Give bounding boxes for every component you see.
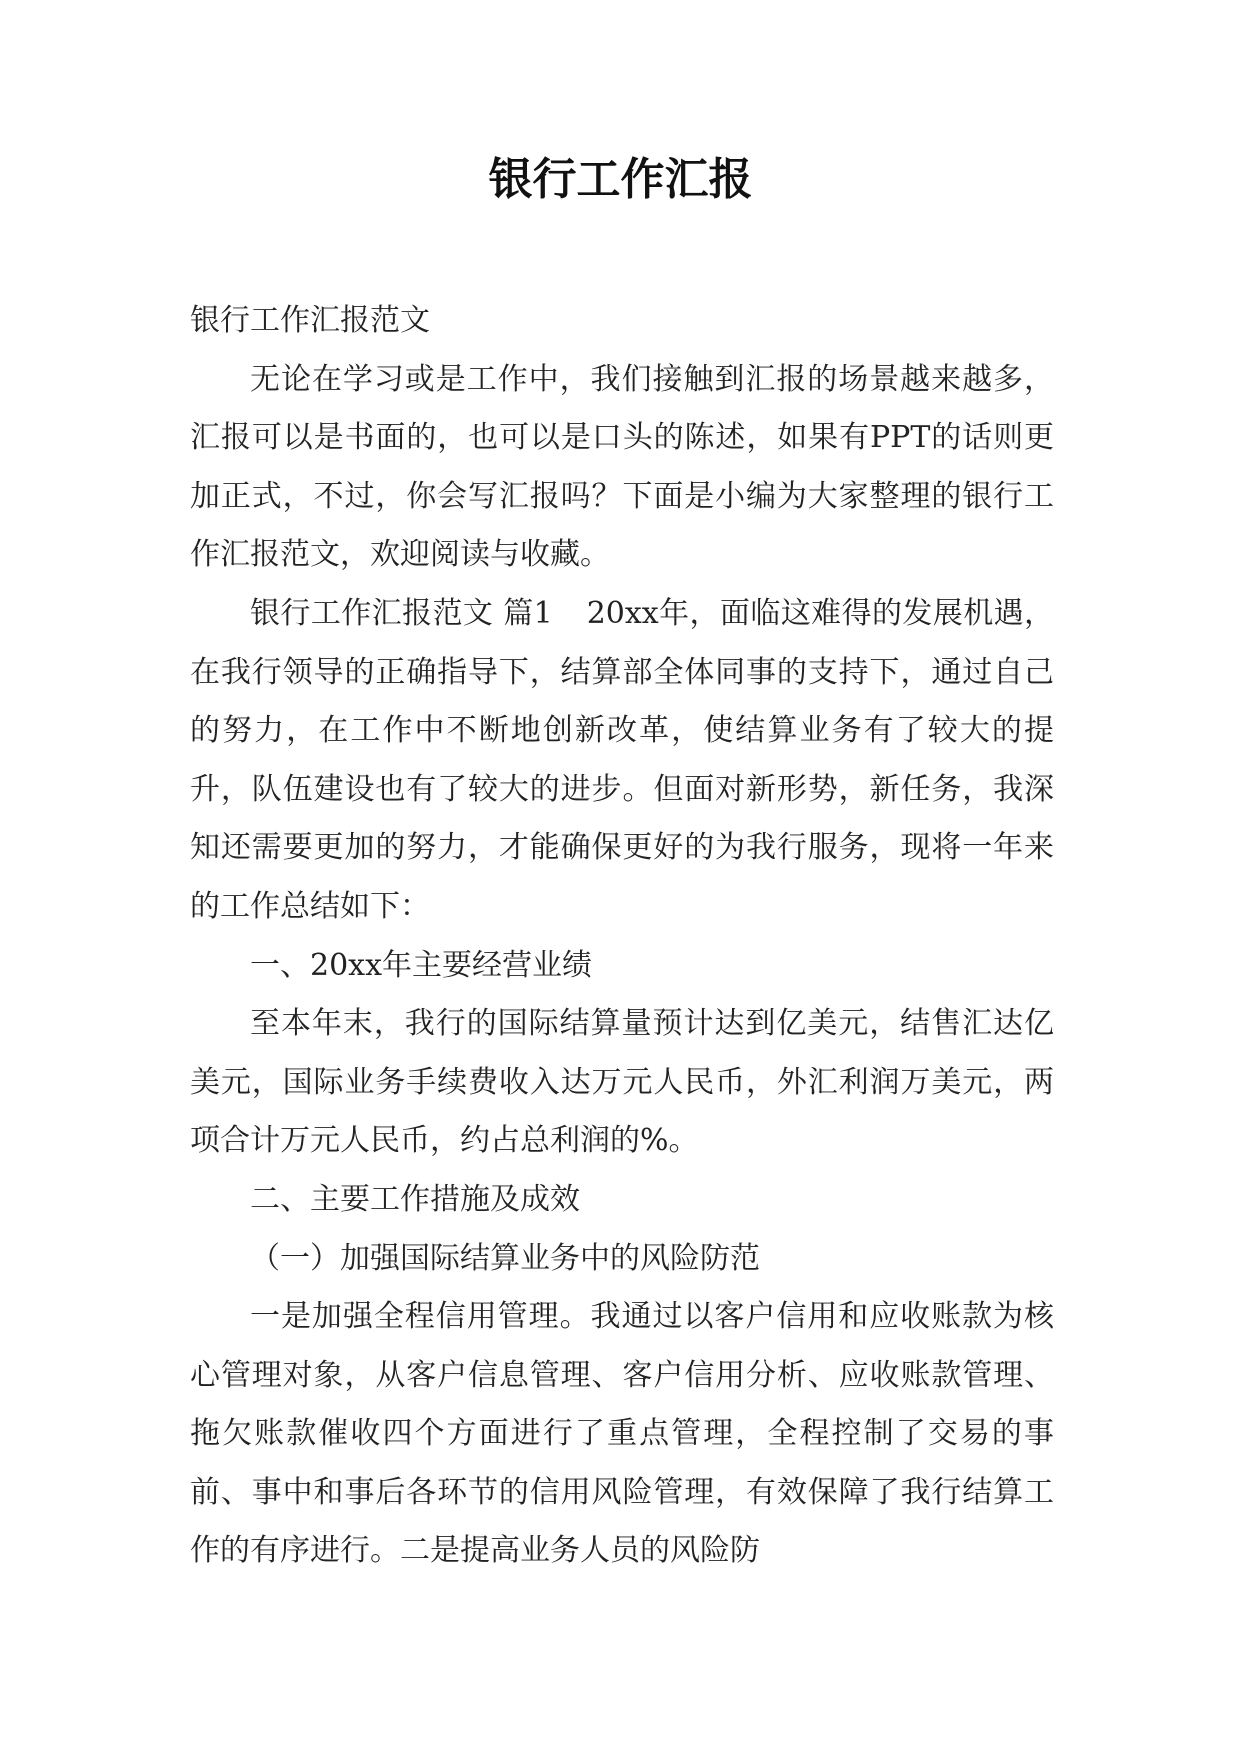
intro-paragraph: 无论在学习或是工作中，我们接触到汇报的场景越来越多，汇报可以是书面的，也可以是口头的陈述，如果有PPT的话则更加正式，不过，你会写汇报吗？下面是小编为大家整理的银行工作汇报范文，欢迎阅读与收藏。 [190,361,1054,573]
section-paragraph [190,585,1054,937]
heading-measures: 二、主要工作措施及成效 [250,1181,580,1217]
heading-risk-prevention: （一）加强国际结算业务中的风险防范 [250,1240,760,1276]
section-label: 银行工作汇报范文 篇1 [250,595,553,631]
document-title: 银行工作汇报 [488,154,753,205]
performance-paragraph: 至本年末，我行的国际结算量预计达到亿美元，结售汇达亿美元，国际业务手续费收入达万元人民币，外汇利润万美元，两项合计万元人民币，约占总利润的%。 [190,1006,1054,1159]
document-body [190,292,1054,1581]
section-intro-text: 20xx年，面临这难得的发展机遇，在我行领导的正确指导下，结算部全体同事的支持下，通过自己的努力，在工作中不断地创新改革，使结算业务有了较大的提升，队伍建设也有了较大的进步。但面对新形势，新任务，我深知还需要更加的努力，才能确保更好的为我行服务，现将一年来的工作总结如下： [190,595,1055,924]
heading-performance: 一、20xx年主要经营业绩 [250,947,593,983]
risk-paragraph: 一是加强全程信用管理。我通过以客户信用和应收账款为核心管理对象，从客户信息管理、客户信用分析、应收账款管理、拖欠账款催收四个方面进行了重点管理，全程控制了交易的事前、事中和事后各环节的信用风险管理，有效保障了我行结算工作的有序进行。二是提高业务人员的风险防 [190,1299,1054,1569]
document-subtitle: 银行工作汇报范文 [190,303,430,338]
